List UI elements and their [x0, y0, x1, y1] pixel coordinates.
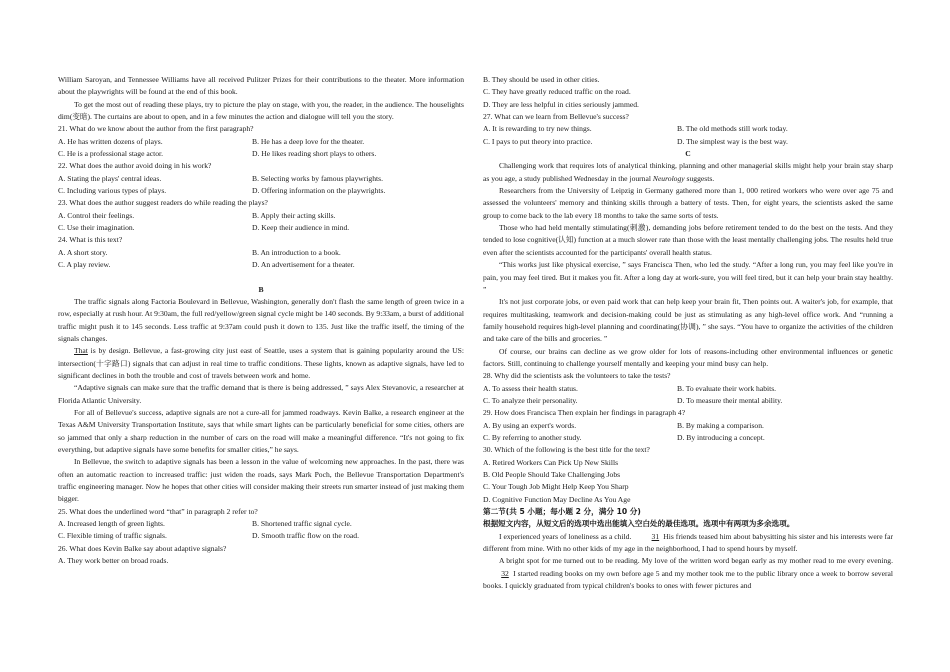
- question-21: [58, 123, 464, 160]
- option-d: D. To measure their mental ability.: [677, 395, 783, 405]
- journal-name: Neurology: [652, 173, 685, 183]
- question-stem: 27. What can we learn from Bellevue's success?: [483, 112, 629, 122]
- passage-c-paragraph-4: “This works just like physical exercise, ” says Francisca Then, who led the study. “After a long run, you may feel like you're in pain, you may feel tired. But it makes you fit. After a long day at work-sure, you will feel tired, but it can help your brain stay healthy. ”: [483, 260, 893, 294]
- option-b: B. He has a deep love for the theater.: [252, 136, 365, 146]
- option-b: B. They should be used in other cities.: [483, 75, 600, 84]
- paragraph-text: is by design. Bellevue, a fast-growing city just east of Seattle, uses a system that is gaining popularity around the US: intersection(十字路口) signals that can adjust in real time to traffic conditions. These lights, known as adaptive signals, have led to significant declines in both the trouble and cost of travels between work and home.: [58, 346, 464, 380]
- question-25: [58, 506, 464, 543]
- option-c: C. He is a professional stage actor.: [58, 149, 164, 159]
- option-a: A. Retired Workers Can Pick Up New Skills: [483, 457, 619, 467]
- option-b: B. Selecting works by famous playwrights.: [252, 173, 383, 183]
- paragraph-text: I started reading books on my own before age 5 and my mother took me to the public library once a week to borrow several books. I quickly graduated from typical children's books to ones with fewer pictures and: [483, 568, 893, 591]
- option-c: C. By referring to another study.: [483, 432, 582, 442]
- question-stem: 26. What does Kevin Balke say about adaptive signals?: [58, 543, 227, 553]
- passage-c-paragraph-1: [483, 160, 893, 185]
- option-a: A. To assess their health status.: [483, 383, 578, 393]
- question-26: [58, 543, 464, 568]
- option-b: B. To evaluate their work habits.: [677, 383, 777, 393]
- option-a: A. It is rewarding to try new things.: [483, 124, 592, 134]
- paragraph-text: I experienced years of loneliness as a child.: [499, 531, 634, 541]
- option-d: D. Cognitive Function May Decline As You Age: [483, 494, 631, 504]
- option-d: D. The simplest way is the best way.: [677, 136, 788, 146]
- option-b: B. By making a comparison.: [677, 420, 764, 430]
- right-column: [483, 74, 893, 592]
- intro-paragraph-1: William Saroyan, and Tennessee Williams have all received Pulitzer Prizes for their contributions to the theater. More information about the playwrights will be found at the end of this book.: [58, 75, 464, 97]
- paragraph-text: His friends teased him about babysitting his sister and his interests were far different from mine. With no other kids of my age in the neighborhood, I had to spend hours by myself.: [483, 531, 893, 554]
- passage-b-paragraph-5: In Bellevue, the switch to adaptive signals has been a lesson in the value of welcoming new approaches. In the past, there was often an automatic reaction to increased traffic: just widen the roads, says Mark Poch, the Bellevue Transportation Department's traffic engineering manager. Now he hopes that other cities will consider making their streets run smarter instead of just making them bigger.: [58, 457, 464, 504]
- option-b: B. Old People Should Take Challenging Jobs: [483, 470, 621, 479]
- question-stem: 22. What does the author avoid doing in his work?: [58, 161, 212, 171]
- option-c: C. Flexible timing of traffic signals.: [58, 531, 167, 541]
- left-column: [58, 74, 464, 567]
- section-c-heading: C: [685, 149, 691, 159]
- paragraph-text: suggests.: [684, 173, 715, 183]
- passage-d-paragraph-2: [483, 555, 893, 592]
- option-c: C. Including various types of plays.: [58, 186, 167, 196]
- passage-b-paragraph-3: “Adaptive signals can make sure that the traffic demand that is there is being addressed, ” says Alex Stevanovic, a researcher at Florida Atlantic University.: [58, 383, 464, 405]
- blank-32: 32: [501, 568, 509, 578]
- option-c: C. Your Tough Job Might Help Keep You Sharp: [483, 482, 629, 492]
- question-stem: 25. What does the underlined word “that” in paragraph 2 refer to?: [58, 506, 258, 516]
- passage-c-paragraph-6: Of course, our brains can decline as we grow older for lots of reasons-including other environmental influences or genetic factors. Still, continuing to challenge yourself mentally and keeping your mind busy can help.: [483, 346, 893, 368]
- option-a: A. He has written dozens of plays.: [58, 136, 163, 146]
- underlined-word-that: That: [74, 346, 88, 356]
- option-a: A. A short story.: [58, 247, 108, 257]
- blank-31: 31: [651, 531, 660, 541]
- question-stem: 23. What does the author suggest readers do while reading the plays?: [58, 198, 268, 208]
- option-c: C. A play review.: [58, 260, 111, 270]
- option-a: A. They work better on broad roads.: [58, 556, 169, 566]
- option-d: D. Smooth traffic flow on the road.: [252, 531, 359, 541]
- option-d: D. An advertisement for a theater.: [252, 260, 355, 270]
- option-c: C. To analyze their personality.: [483, 395, 578, 405]
- part-two-title: 第二节(共 5 小题；每小题 2 分，满分 10 分): [483, 507, 641, 517]
- option-c: C. They have greatly reduced traffic on the road.: [483, 87, 631, 97]
- option-d: D. By introducing a concept.: [677, 432, 765, 442]
- option-d: D. He likes reading short plays to others.: [252, 149, 377, 159]
- question-28: [483, 370, 893, 407]
- question-30: [483, 444, 893, 506]
- passage-d-paragraph-1: [483, 531, 893, 556]
- option-b: B. Shortened traffic signal cycle.: [252, 519, 352, 529]
- passage-b-paragraph-2: [58, 345, 464, 382]
- option-d: D. Keep their audience in mind.: [252, 223, 350, 233]
- option-c: C. Use their imagination.: [58, 223, 135, 233]
- option-a: A. By using an expert's words.: [483, 420, 577, 430]
- section-b-heading: B: [258, 284, 264, 294]
- passage-c-paragraph-5: It's not just corporate jobs, or even paid work that can help keep your brain fit, Then points out. A waiter's job, for example, that requires multitasking, teamwork and decision-making could be just as stimulating as any high-level office work. And “running a family household requires high-level planning and coordinating(协调), ” she says. “You have to organize the activities of the children and take care of the bills and groceries. ”: [483, 297, 893, 344]
- option-d: D. They are less helpful in cities seriously jammed.: [483, 99, 639, 109]
- question-stem: 21. What do we know about the author from the first paragraph?: [58, 124, 254, 134]
- question-23: [58, 197, 464, 234]
- question-24: [58, 234, 464, 271]
- option-b: B. The old methods still work today.: [677, 124, 788, 134]
- question-stem: 28. Why did the scientists ask the volunteers to take the tests?: [483, 371, 671, 381]
- intro-paragraph-2: To get the most out of reading these plays, try to picture the play on stage, with you, the reader, in the audience. The houselights dim(变暗). The curtains are about to open, and in a few minutes the action and dialogue will tell you the story.: [58, 99, 464, 122]
- option-a: A. Control their feelings.: [58, 210, 135, 220]
- passage-c-paragraph-2: Researchers from the University of Leipzig in Germany gathered more than 1, 000 retired workers who were over age 75 and assessed the volunteers' memory and thinking skills through a battery of tests. Then, for eight years, the scientists asked the same group to come back to the lab every 18 months to take the same sorts of tests.: [483, 186, 893, 220]
- passage-b-paragraph-4: For all of Bellevue's success, adaptive signals are not a cure-all for jammed roadways. Kevin Balke, a research engineer at the Texas A&M University Transportation Institute, says that while smart lights can be particularly beneficial for some cities, others are so jammed that only a sharp reduction in the number of cars on the road will make a meaningful difference. “It's not going to fix everything, but adaptive signals have some benefits for smaller cities,” he says.: [58, 407, 464, 454]
- question-29: [483, 407, 893, 444]
- option-c: C. I pays to put theory into practice.: [483, 136, 593, 146]
- paragraph-text: Challenging work that requires lots of analytical thinking, planning and other managerial skills might help your brain stay sharp as you age, a study published Wednesday in the journal: [483, 161, 893, 183]
- passage-c-paragraph-3: Those who had held mentally stimulating(刺激), demanding jobs before retirement tended to do the best on the tests. And they tended to lose cognitive(认知) function at a much slower rate than those with the least mentally challenging jobs. The results held true even after the scientists accounted for the participants' overall health status.: [483, 223, 893, 257]
- option-b: B. Apply their acting skills.: [252, 210, 336, 220]
- question-22: [58, 160, 464, 197]
- question-27: [483, 111, 893, 148]
- option-b: B. An introduction to a book.: [252, 247, 341, 257]
- paragraph-text: A bright spot for me turned out to be reading. My love of the written word began early as my mother read to me every evening.: [499, 556, 893, 566]
- option-d: D. Offering information on the playwrights.: [252, 186, 386, 196]
- passage-b-paragraph-1: The traffic signals along Factoria Boulevard in Bellevue, Washington, generally don't flash the same length of green twice in a row, especially at rush hour. At 9:30am, the full red/yellow/green signal cycle might be 140 seconds. By 9:33am, a burst of additional traffic might push it to 145 seconds. Less traffic at 9:37am could push it down to 135. Just like the traffic itself, the timing of the signals changes.: [58, 296, 464, 343]
- option-a: A. Increased length of green lights.: [58, 519, 165, 529]
- option-a: A. Stating the plays' central ideas.: [58, 173, 162, 183]
- question-stem: 24. What is this text?: [58, 235, 123, 245]
- part-two-instructions: 根据短文内容，从短文后的选项中选出能填入空白处的最佳选项。选项中有两项为多余选项。: [483, 519, 795, 529]
- question-stem: 30. Which of the following is the best title for the text?: [483, 445, 650, 455]
- question-stem: 29. How does Francisca Then explain her findings in paragraph 4?: [483, 408, 686, 418]
